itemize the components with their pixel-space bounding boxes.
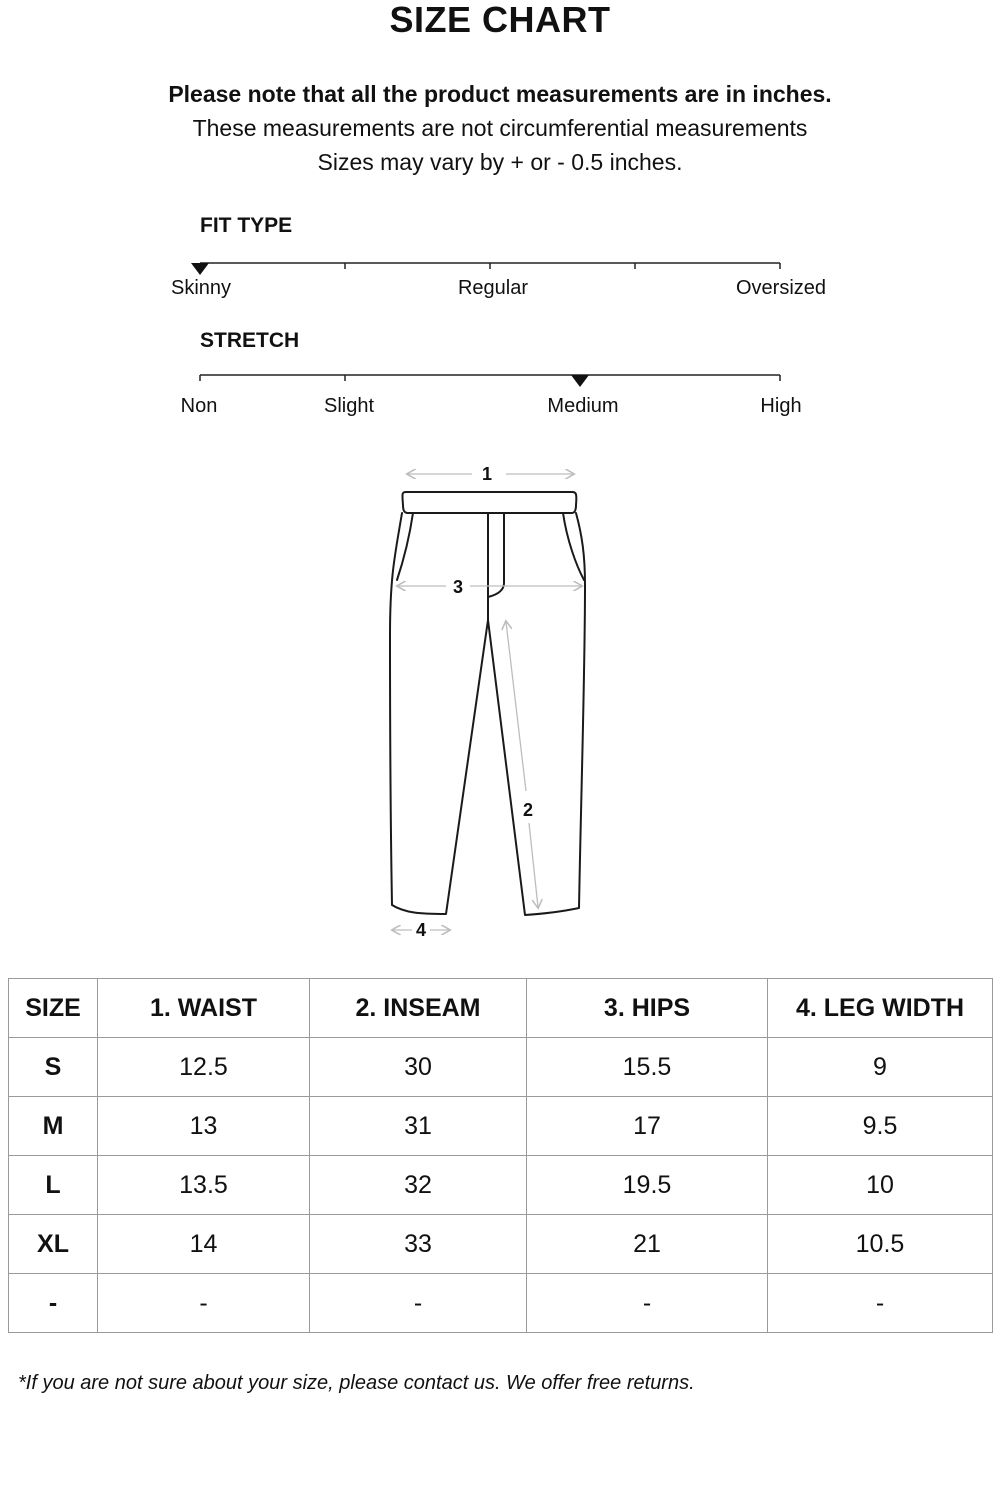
header-leg-width: 4. LEG WIDTH <box>768 979 993 1038</box>
leg-width-cell: 10.5 <box>768 1215 993 1274</box>
waist-cell: 13 <box>98 1097 310 1156</box>
header-hips: 3. HIPS <box>527 979 768 1038</box>
size-cell: S <box>9 1038 98 1097</box>
hips-cell: - <box>527 1274 768 1333</box>
table-row <box>9 1097 993 1156</box>
leg-width-cell: 10 <box>768 1156 993 1215</box>
inseam-arrow-down <box>529 823 538 907</box>
returns-footnote: *If you are not sure about your size, please contact us. We offer free returns. <box>18 1372 695 1394</box>
inseam-arrow-up <box>506 622 526 791</box>
table-row <box>9 1038 993 1097</box>
marker-4: 4 <box>415 920 427 940</box>
inseam-cell: 30 <box>310 1038 527 1097</box>
stretch-label-slight: Slight <box>323 395 375 417</box>
variance-note: Sizes may vary by + or - 0.5 inches. <box>317 149 683 175</box>
inseam-cell: 31 <box>310 1097 527 1156</box>
leg-width-cell: 9 <box>768 1038 993 1097</box>
header-inseam: 2. INSEAM <box>310 979 527 1038</box>
hips-cell: 17 <box>527 1097 768 1156</box>
inseam-cell: 33 <box>310 1215 527 1274</box>
hips-cell: 19.5 <box>527 1156 768 1215</box>
waist-cell: 12.5 <box>98 1038 310 1097</box>
stretch-label-medium: Medium <box>547 395 619 417</box>
table-row <box>9 1156 993 1215</box>
scales-graphic <box>0 0 1000 440</box>
waistband-outline <box>402 492 576 513</box>
page-title: SIZE CHART <box>389 0 611 40</box>
waist-cell: 13.5 <box>98 1156 310 1215</box>
fit-label-skinny: Skinny <box>170 277 232 299</box>
stretch-scale-line <box>200 375 780 381</box>
inseam-cell: - <box>310 1274 527 1333</box>
fly-outline <box>488 513 504 620</box>
size-cell: M <box>9 1097 98 1156</box>
hips-cell: 21 <box>527 1215 768 1274</box>
measurement-note: Please note that all the product measurements are in inches. <box>168 81 832 107</box>
stretch-label-non: Non <box>180 395 218 417</box>
leg-width-cell: 9.5 <box>768 1097 993 1156</box>
fit-label-oversized: Oversized <box>735 277 827 299</box>
table-row <box>9 1274 993 1333</box>
fit-label-regular: Regular <box>457 277 529 299</box>
waist-cell: - <box>98 1274 310 1333</box>
marker-3: 3 <box>452 577 464 597</box>
fit-type-indicator <box>191 263 209 275</box>
circumference-note: These measurements are not circumferential measurements <box>192 115 808 141</box>
stretch-heading: STRETCH <box>200 329 300 352</box>
pants-diagram <box>380 455 600 945</box>
right-pocket <box>563 513 584 580</box>
size-table <box>8 978 993 1333</box>
leg-width-cell: - <box>768 1274 993 1333</box>
stretch-indicator <box>571 375 589 387</box>
waist-cell: 14 <box>98 1215 310 1274</box>
inseam-cell: 32 <box>310 1156 527 1215</box>
table-header-row <box>9 979 993 1038</box>
fit-type-heading: FIT TYPE <box>200 214 293 237</box>
size-cell: XL <box>9 1215 98 1274</box>
marker-2: 2 <box>522 800 534 820</box>
fit-type-scale-line <box>200 263 780 269</box>
size-cell: - <box>9 1274 98 1333</box>
size-cell: L <box>9 1156 98 1215</box>
hips-cell: 15.5 <box>527 1038 768 1097</box>
stretch-label-high: High <box>760 395 802 417</box>
header-waist: 1. WAIST <box>98 979 310 1038</box>
header-size: SIZE <box>9 979 98 1038</box>
marker-1: 1 <box>481 464 493 484</box>
table-row <box>9 1215 993 1274</box>
